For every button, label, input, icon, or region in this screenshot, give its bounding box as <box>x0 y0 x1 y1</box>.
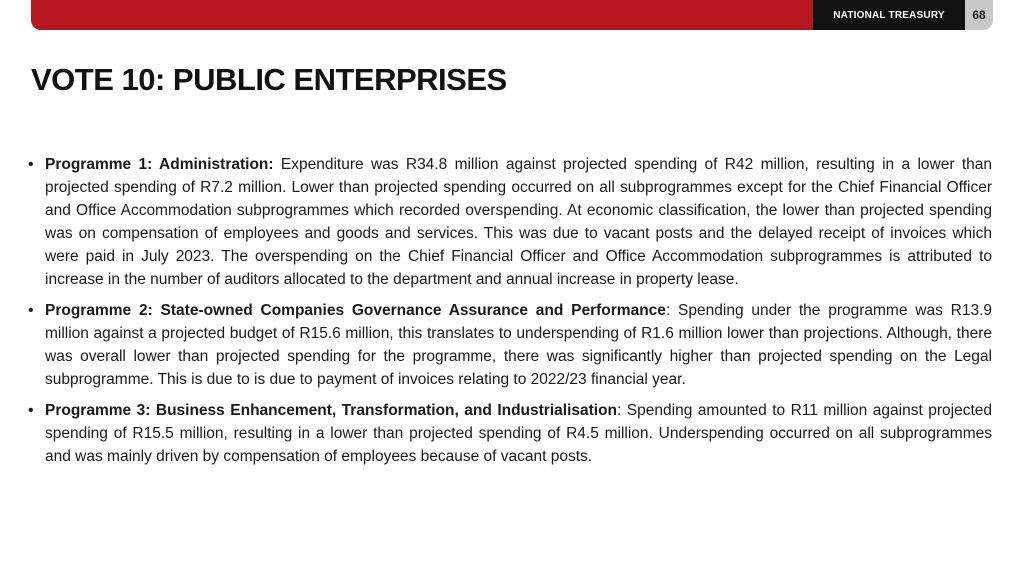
bullet-programme-3 <box>28 399 992 468</box>
bullet-text <box>45 399 992 468</box>
bullet-dot-icon: • <box>28 402 34 419</box>
bullet-text <box>45 299 992 391</box>
bullet-heading: Programme 1: Administration: <box>45 156 274 173</box>
bullet-body: Expenditure was R34.8 million against projected spending of R42 million, resulting in a lower than projected spending of R7.2 million. Lower than projected spending occurred on all subprogrammes except for the Chief Financial Officer and Office Accommodation subprogrammes which recorded overspending. At economic classification, the lower than projected spending was on compensation of employees and goods and services. This was due to vacant posts and the delayed receipt of invoices which were paid in July 2023. The overspending on the Chief Financial Officer and Office Accommodation subprogrammes is attributed to increase in the number of auditors allocated to the department and annual increase in property lease. <box>45 156 992 288</box>
bullet-dot-icon: • <box>28 156 34 173</box>
page-number-badge <box>965 0 993 30</box>
bullet-programme-1 <box>28 153 992 291</box>
bullet-dot-icon: • <box>28 302 34 319</box>
bullet-body: : Spending amounted to R11 million against projected spending of R15.5 million, resulting in a lower than projected spending of R4.5 million. Underspending occurred on all subprogrammes and was mainly driven by compensation of employees because of vacant posts. <box>45 402 992 465</box>
org-name: NATIONAL TREASURY <box>833 9 945 21</box>
bullet-text <box>45 153 992 291</box>
page-number: 68 <box>972 8 986 22</box>
bullet-programme-2 <box>28 299 992 391</box>
slide-title: VOTE 10: PUBLIC ENTERPRISES <box>31 62 507 97</box>
header-red-bar <box>31 0 813 30</box>
bullet-heading: Programme 2: State-owned Companies Governance Assurance and Performance <box>45 302 666 319</box>
bullet-list <box>28 153 992 476</box>
bullet-body: : Spending under the programme was R13.9 million against a projected budget of R15.6 million, this translates to underspending of R1.6 million lower than projections. Although, there was overall lower than projected spending for the programme, there was significantly higher than projected spending on the Legal subprogramme. This is due to is due to payment of invoices relating to 2022/23 financial year. <box>45 302 993 388</box>
bullet-heading: Programme 3: Business Enhancement, Transformation, and Industrialisation <box>45 402 618 419</box>
national-treasury-label <box>813 0 965 30</box>
